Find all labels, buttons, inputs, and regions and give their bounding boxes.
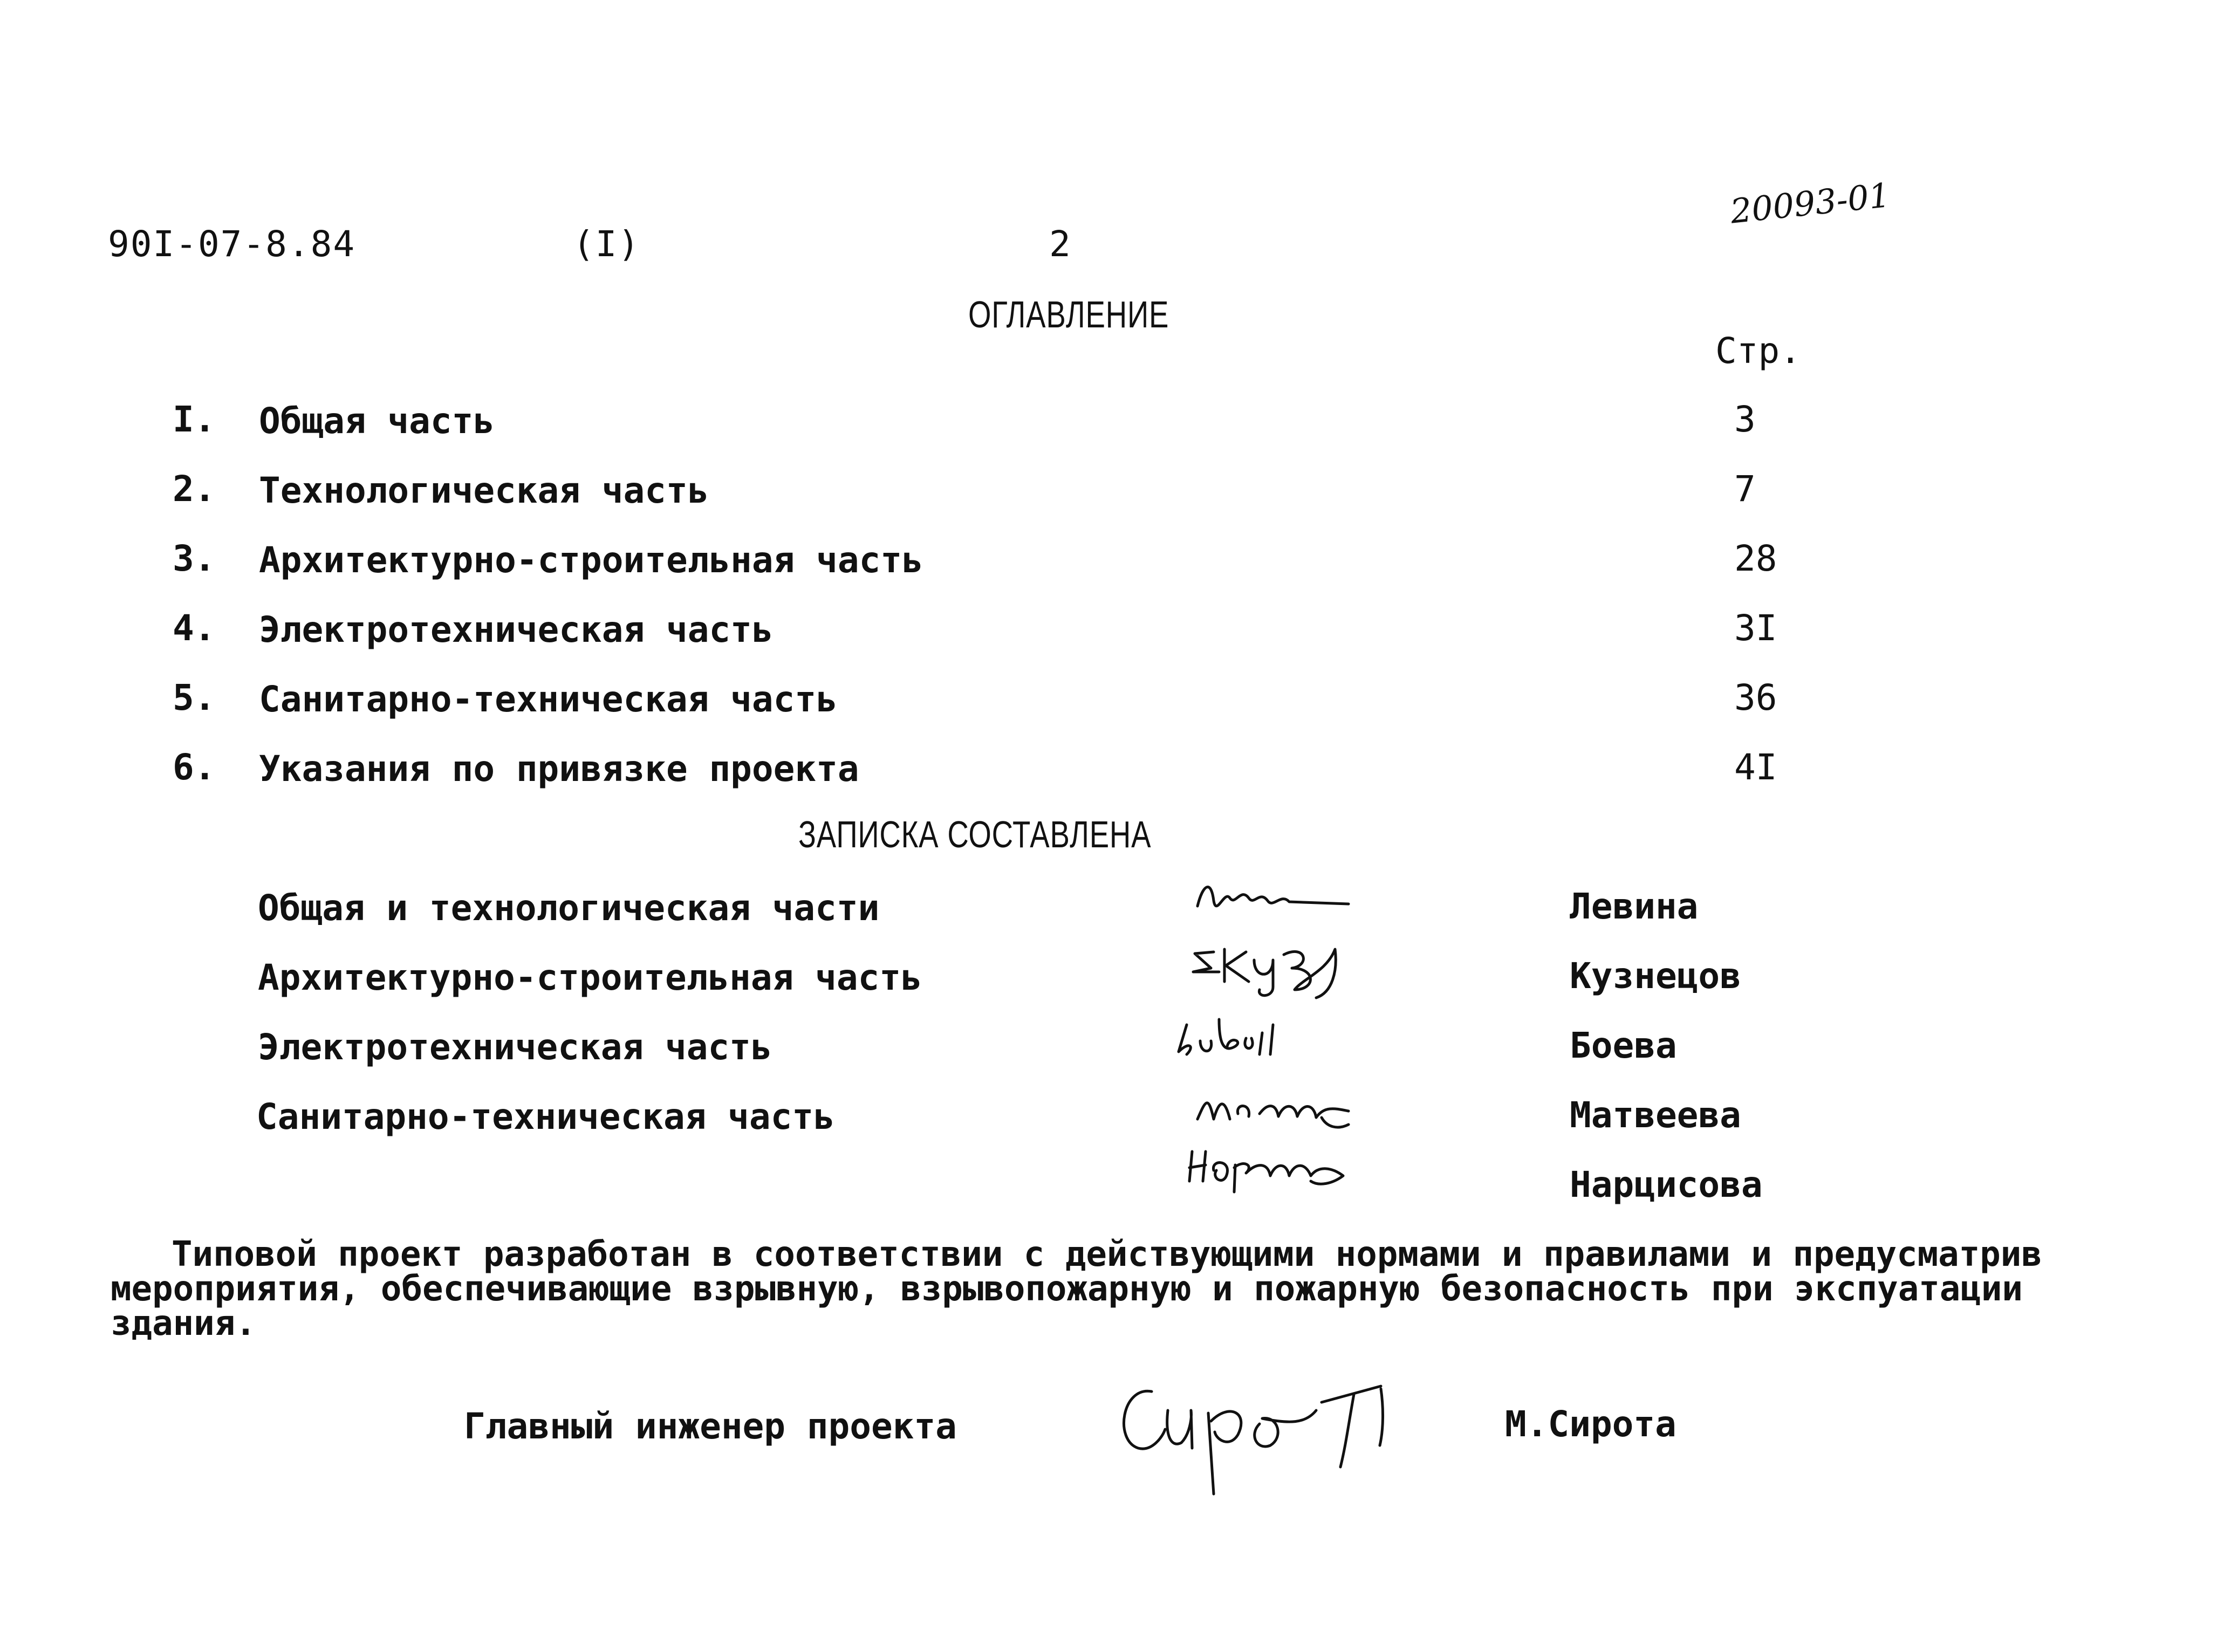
toc-item-page: 28: [1734, 538, 1777, 579]
statement-line: Типовой проект разработан в соответствии с действующими нормами и правилами и предусматрив: [172, 1235, 2042, 1274]
part-number: (I): [573, 223, 641, 265]
toc-item-number: 5.: [173, 677, 216, 718]
compiled-author: Левина: [1570, 886, 1699, 927]
compiled-section: Архитектурно-строительная часть: [258, 957, 922, 998]
toc-item-label: Архитектурно-строительная часть: [259, 539, 923, 581]
toc-item-label: Технологическая часть: [259, 470, 709, 511]
signature-kuznetsov: [1187, 938, 1365, 1009]
compiled-section: Электротехническая часть: [258, 1026, 772, 1068]
toc-item-number: I.: [173, 399, 216, 440]
compiled-author: Боева: [1570, 1025, 1677, 1066]
toc-item-page: 3I: [1734, 607, 1777, 649]
toc-item-number: 6.: [173, 746, 216, 788]
page-column-label: Стр.: [1715, 330, 1801, 372]
statement-line: здания.: [111, 1304, 256, 1343]
signature-sirota: [1100, 1359, 1408, 1499]
signature-levina: [1187, 868, 1365, 928]
toc-item-number: 4.: [173, 607, 216, 649]
compiled-title: ЗАПИСКА СОСТАВЛЕНА: [798, 813, 1152, 855]
compiled-author: Нарцисова: [1570, 1164, 1763, 1205]
statement-line: мероприятия, обеспечивающие взрывную, взрывопожарную и пожарную безопасность при экспуатации: [111, 1269, 2023, 1309]
archive-number: 20093-01: [1728, 175, 1892, 231]
compiled-author: Матвеева: [1570, 1094, 1741, 1136]
toc-item-label: Санитарно-техническая часть: [259, 678, 838, 720]
signature-matveeva: [1187, 1079, 1365, 1138]
toc-item-page: 7: [1734, 468, 1756, 510]
toc-item-number: 2.: [173, 468, 216, 510]
toc-item-page: 4I: [1734, 746, 1777, 788]
signature-nartsisova: [1181, 1138, 1365, 1197]
toc-item-label: Указания по привязке проекта: [259, 748, 859, 790]
page-number: 2: [1049, 223, 1072, 265]
chief-engineer-role: Главный инженер проекта: [464, 1406, 957, 1447]
toc-item-label: Общая часть: [259, 400, 495, 442]
compiled-section: Общая и технологическая части: [258, 887, 880, 929]
signature-boeva: [1171, 1009, 1295, 1068]
compiled-author: Кузнецов: [1570, 955, 1741, 997]
toc-item-page: 36: [1734, 677, 1777, 718]
toc-item-page: 3: [1734, 399, 1756, 440]
document-code: 90I-07-8.84: [108, 223, 356, 265]
toc-item-label: Электротехническая часть: [259, 609, 774, 650]
compiled-section: Санитарно-техническая часть: [256, 1096, 835, 1137]
toc-title: ОГЛАВЛЕНИЕ: [968, 293, 1169, 335]
toc-item-number: 3.: [173, 538, 216, 579]
chief-engineer-name: М.Сирота: [1505, 1403, 1676, 1445]
